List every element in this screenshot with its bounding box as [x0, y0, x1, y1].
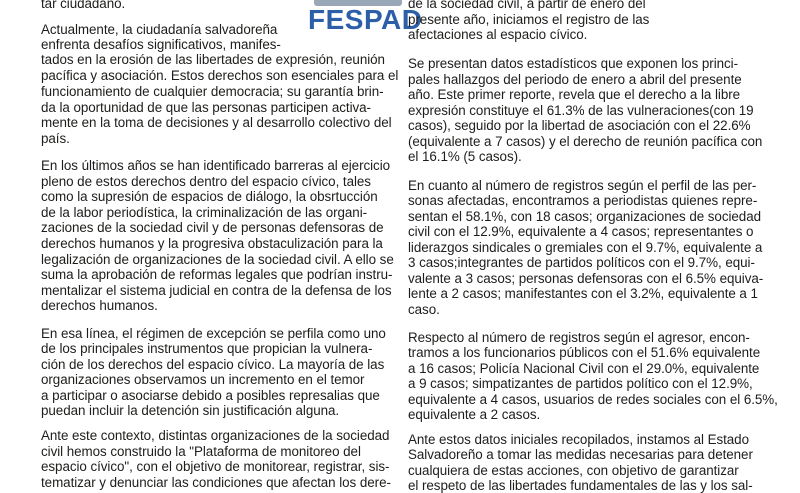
text-line: espacio cívico", con el objetivo de monitorear, registrar, sis-: [41, 459, 390, 474]
text-line: pales hallazgos del periodo de enero a abril del presente: [408, 72, 742, 87]
text-line: de la sociedad civil, a partir de enero del: [408, 0, 646, 11]
text-line: el respeto de las libertades fundamentales de las y los sal-: [408, 478, 753, 493]
text-line: Respecto al número de registros según el agresor, encon-: [408, 330, 750, 345]
fespad-logo: [308, 0, 423, 42]
text-line: mentalizar el sistema judicial en contra de la defensa de los: [41, 283, 392, 298]
text-line: a 16 casos; Policía Nacional Civil con el 29.0%, equivalente: [408, 361, 760, 376]
text-line: de la labor periodística, la criminalización de las organi-: [41, 205, 368, 220]
text-line: año. Este primer reporte, revela que el derecho a la libre: [408, 87, 741, 102]
text-line: país.: [41, 131, 70, 146]
text-line: derechos humanos.: [41, 298, 158, 313]
text-line: presente año, iniciamos el registro de las: [408, 12, 650, 27]
text-line: caso.: [408, 302, 440, 317]
text-line: tematizar y denunciar las condiciones que afectan los dere-: [41, 475, 391, 490]
text-line: sonas afectadas, encontramos a periodistas quienes repre-: [408, 193, 758, 208]
text-line: cualquiera de estas acciones, con objetivo de garantizar: [408, 463, 739, 478]
text-line: Ante estos datos iniciales recopilados, instamos al Estado: [408, 432, 749, 447]
text-line: En los últimos años se han identificado barreras al ejercicio: [41, 158, 391, 173]
text-line: pleno de estos derechos dentro del espacio cívico, tales: [41, 174, 371, 189]
text-line: civil con el 12.9%, equivalente a 4 casos; representantes o: [408, 224, 754, 239]
text-line: legalización de organizaciones de la sociedad civil. A ello se: [41, 252, 394, 267]
text-line: liderazgos sindicales o gremiales con el 9.7%, equivalente a: [408, 240, 763, 255]
text-line: valente a 3 casos; personas defensoras con el 6.5% equiva-: [408, 271, 764, 286]
text-line: tramos a los funcionarios públicos con el 51.6% equivalente: [408, 345, 761, 360]
text-line: puedan incluir la detención sin justificación alguna.: [41, 403, 340, 418]
text-line: mente en la toma de decisiones y al desarrollo colectivo del: [41, 115, 392, 130]
text-line: equivalente a 2 casos.: [408, 407, 541, 422]
text-line: Ante este contexto, distintas organizaciones de la sociedad: [41, 428, 390, 443]
text-line: organizaciones observamos un incremento en el temor: [41, 372, 365, 387]
text-line: civil hemos construido la "Plataforma de monitoreo del: [41, 444, 361, 459]
text-line: Actualmente, la ciudadanía salvadoreña: [41, 22, 278, 37]
text-line: derechos humanos y la progresiva obstaculización para la: [41, 236, 383, 251]
text-line: expresión constituye el 61.3% de las vulneraciones(con 19: [408, 103, 754, 118]
logo-text: FESPAD: [308, 4, 423, 35]
text-line: (equivalente a 7 casos) y el derecho de reunión pacífica con: [408, 134, 763, 149]
text-line: Se presentan datos estadísticos que exponen los princi-: [408, 56, 738, 71]
left-text-column: [41, 0, 431, 490]
text-line: En cuanto al número de registros según el perfil de las per-: [408, 178, 757, 193]
text-line: el 16.1% (5 casos).: [408, 149, 522, 164]
text-line: tar ciudadano.: [41, 0, 126, 11]
text-line: suma la aprobación de reformas legales que podrían instru-: [41, 267, 393, 282]
text-line: de los principales instrumentos que propician la vulnera-: [41, 341, 373, 356]
right-text-column: [408, 0, 798, 493]
text-line: 3 casos;integrantes de partidos políticos con el 9.7%, equi-: [408, 255, 755, 270]
text-line: a 9 casos; simpatizantes de partidos político con el 12.9%,: [408, 376, 753, 391]
text-line: tados en la erosión de las libertades de expresión, reunión: [41, 52, 385, 67]
text-line: afectaciones al espacio cívico.: [408, 27, 588, 42]
text-line: Salvadoreño a tomar las medidas necesarias para detener: [408, 447, 753, 462]
text-line: pacífica y asociación. Estos derechos son esenciales para el: [41, 68, 399, 83]
text-line: enfrenta desafíos significativos, manifes-: [41, 37, 281, 52]
text-line: casos), seguido por la libertad de asociación con el 22.6%: [408, 118, 751, 133]
text-line: lente a 2 casos; manifestantes con el 3.2%, equivalente a 1: [408, 286, 758, 301]
text-line: a participar o asociarse debido a posibles represalias que: [41, 388, 380, 403]
text-line: zaciones de la sociedad civil y de personas defensoras de: [41, 220, 384, 235]
text-line: En esa línea, el régimen de excepción se perfila como uno: [41, 326, 386, 341]
text-line: da la oportunidad de que las personas participen activa-: [41, 100, 371, 115]
text-line: funcionamiento de cualquier democracia; su garantía brin-: [41, 84, 384, 99]
text-line: ción de los derechos del espacio cívico. La mayoría de las: [41, 357, 385, 372]
text-line: equivalente a 4 casos, usuarios de redes sociales con el 6.5%,: [408, 392, 778, 407]
text-line: como la supresión de espacios de diálogo, la obsrtucción: [41, 189, 378, 204]
text-line: sentan el 58.1%, con 18 casos; organizaciones de sociedad: [408, 209, 761, 224]
